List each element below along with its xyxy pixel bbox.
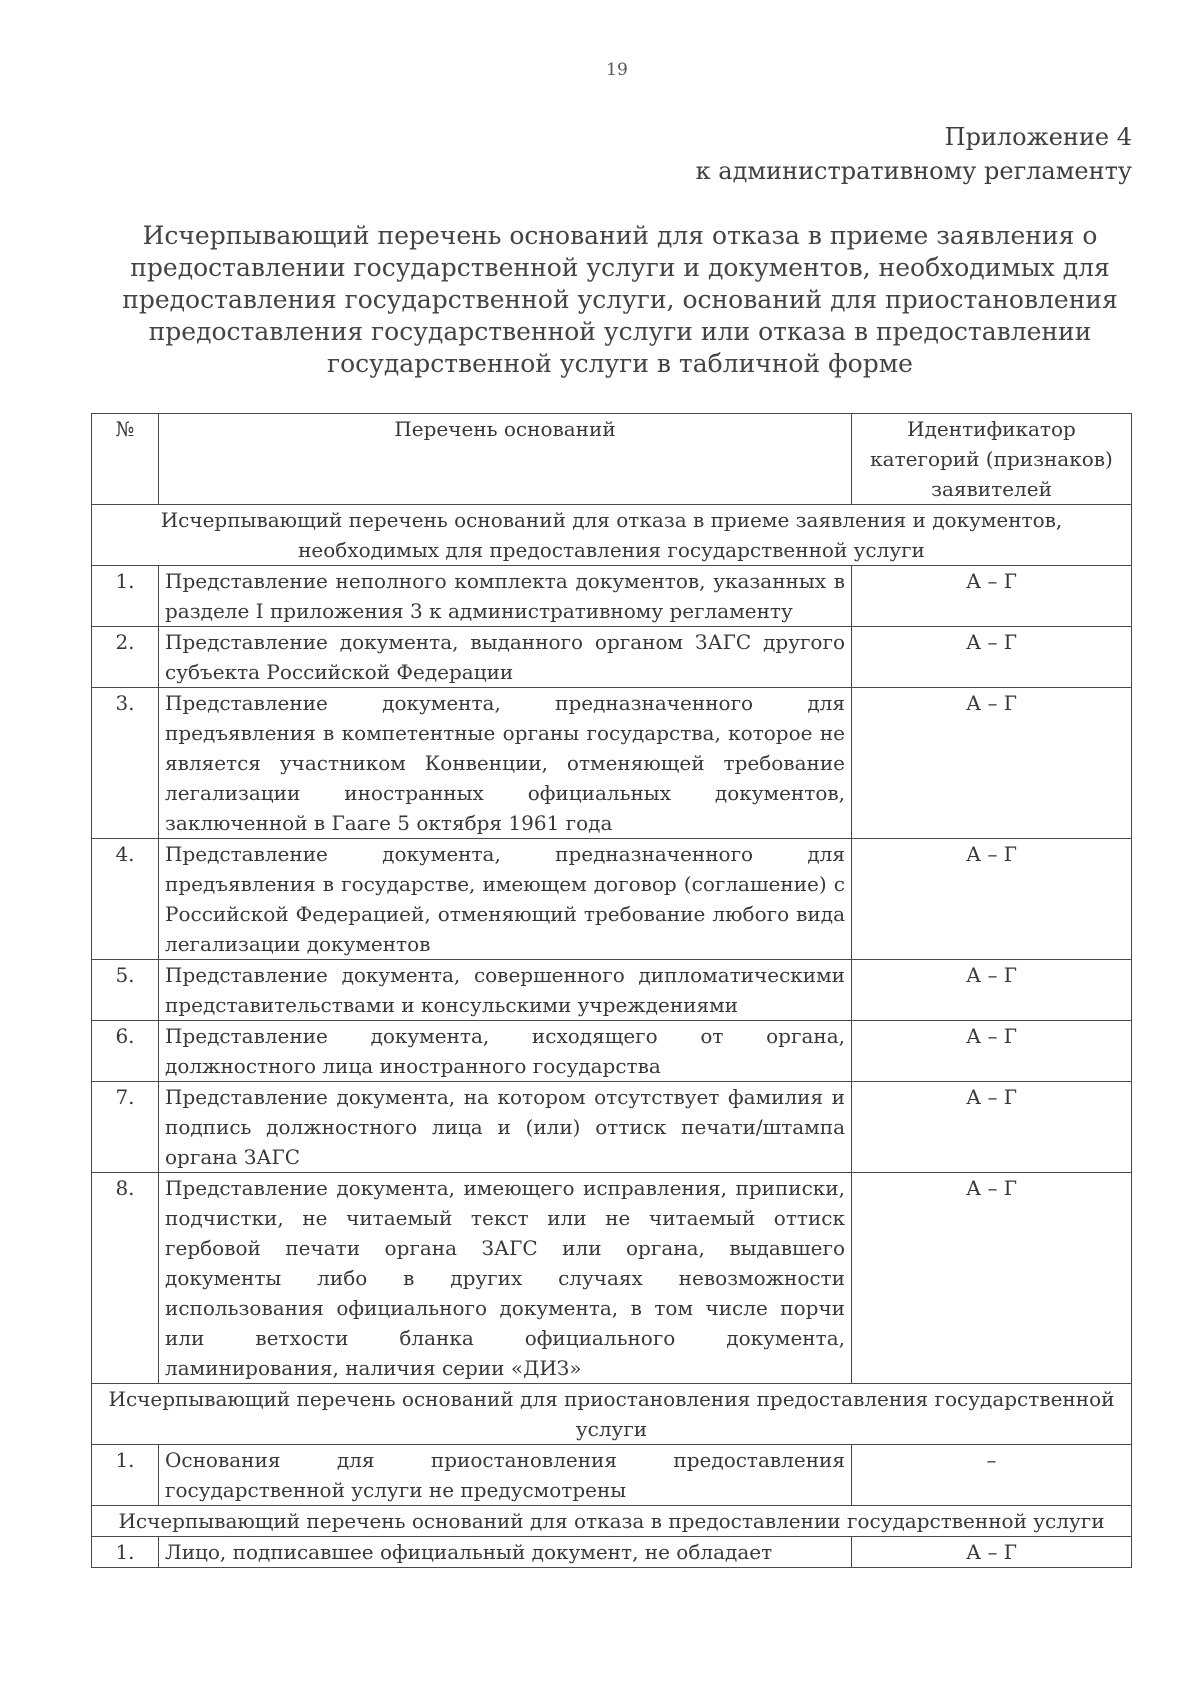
table-row (92, 627, 1132, 688)
row-ground-text: Представление документа, предназначенного для предъявления в государстве, имеющем договор (соглашение) с Российской Федерацией, отменяющий требование любого вида легализации документов (159, 839, 852, 960)
row-number: 2. (92, 627, 159, 688)
table-row (92, 1173, 1132, 1384)
row-number: 4. (92, 839, 159, 960)
section-row-section3 (92, 1506, 1132, 1537)
row-identifier: А – Г (852, 1537, 1132, 1568)
appendix-caption (696, 120, 1132, 188)
section-row-section1 (92, 505, 1132, 566)
row-number: 3. (92, 688, 159, 839)
appendix-line-2: к административному регламенту (695, 157, 1132, 185)
row-ground-text: Представление документа, предназначенного для предъявления в компетентные органы государства, которое не является участником Конвенции, отменяющей требование легализации иностранных официальных документов, заключенной в Гааге 5 октября 1961 года (159, 688, 852, 839)
row-number: 6. (92, 1021, 159, 1082)
table-row (92, 839, 1132, 960)
row-identifier: А – Г (852, 1173, 1132, 1384)
section-title: Исчерпывающий перечень оснований для отказа в приеме заявления и документов, необходимых для предоставления государственной услуги (92, 505, 1132, 566)
section-title: Исчерпывающий перечень оснований для приостановления предоставления государственной услуги (92, 1384, 1132, 1445)
row-ground-text: Лицо, подписавшее официальный документ, не обладает (159, 1537, 852, 1568)
row-ground-text: Основания для приостановления предоставления государственной услуги не предусмотрены (159, 1445, 852, 1506)
row-ground-text: Представление документа, исходящего от органа, должностного лица иностранного государства (159, 1021, 852, 1082)
row-ground-text: Представление документа, совершенного дипломатическими представительствами и консульскими учреждениями (159, 960, 852, 1021)
table-row (92, 566, 1132, 627)
grounds-table (91, 413, 1132, 1568)
row-identifier: А – Г (852, 960, 1132, 1021)
table-row (92, 1537, 1132, 1568)
table-body (92, 505, 1132, 1568)
row-number: 8. (92, 1173, 159, 1384)
row-number: 1. (92, 566, 159, 627)
table-row (92, 1021, 1132, 1082)
table-row (92, 1445, 1132, 1506)
row-identifier: А – Г (852, 627, 1132, 688)
header-grounds: Перечень оснований (159, 414, 852, 505)
appendix-line-1: Приложение 4 (944, 123, 1132, 151)
section-title: Исчерпывающий перечень оснований для отказа в предоставлении государственной услуги (92, 1506, 1132, 1537)
page-number: 19 (606, 60, 628, 80)
row-number: 7. (92, 1082, 159, 1173)
section-row-section2 (92, 1384, 1132, 1445)
table-row (92, 960, 1132, 1021)
table-header-row (92, 414, 1132, 505)
row-identifier: А – Г (852, 688, 1132, 839)
row-identifier: А – Г (852, 1082, 1132, 1173)
row-ground-text: Представление неполного комплекта документов, указанных в разделе I приложения 3 к административному регламенту (159, 566, 852, 627)
row-identifier: А – Г (852, 839, 1132, 960)
header-num: № (92, 414, 159, 505)
row-ground-text: Представление документа, выданного органом ЗАГС другого субъекта Российской Федерации (159, 627, 852, 688)
row-number: 5. (92, 960, 159, 1021)
row-ground-text: Представление документа, имеющего исправления, приписки, подчистки, не читаемый текст или не читаемый оттиск гербовой печати органа ЗАГС или органа, выдавшего документы либо в других случаях невозможности использования официального документа, в том числе порчи или ветхости бланка официального документа, ламинирования, наличия серии «ДИЗ» (159, 1173, 852, 1384)
document-title: Исчерпывающий перечень оснований для отказа в приеме заявления о предоставлении государственной услуги и документов, необходимых для предоставления государственной услуги, оснований для приостановления предоставления государственной услуги или отказа в предоставлении государственной услуги в табличной форме (122, 221, 1118, 378)
table-row (92, 688, 1132, 839)
table-row (92, 1082, 1132, 1173)
row-identifier: – (852, 1445, 1132, 1506)
row-number: 1. (92, 1537, 159, 1568)
row-number: 1. (92, 1445, 159, 1506)
row-identifier: А – Г (852, 1021, 1132, 1082)
header-identifier: Идентификатор категорий (признаков) заявителей (852, 414, 1132, 505)
row-identifier: А – Г (852, 566, 1132, 627)
row-ground-text: Представление документа, на котором отсутствует фамилия и подпись должностного лица и (или) оттиск печати/штампа органа ЗАГС (159, 1082, 852, 1173)
